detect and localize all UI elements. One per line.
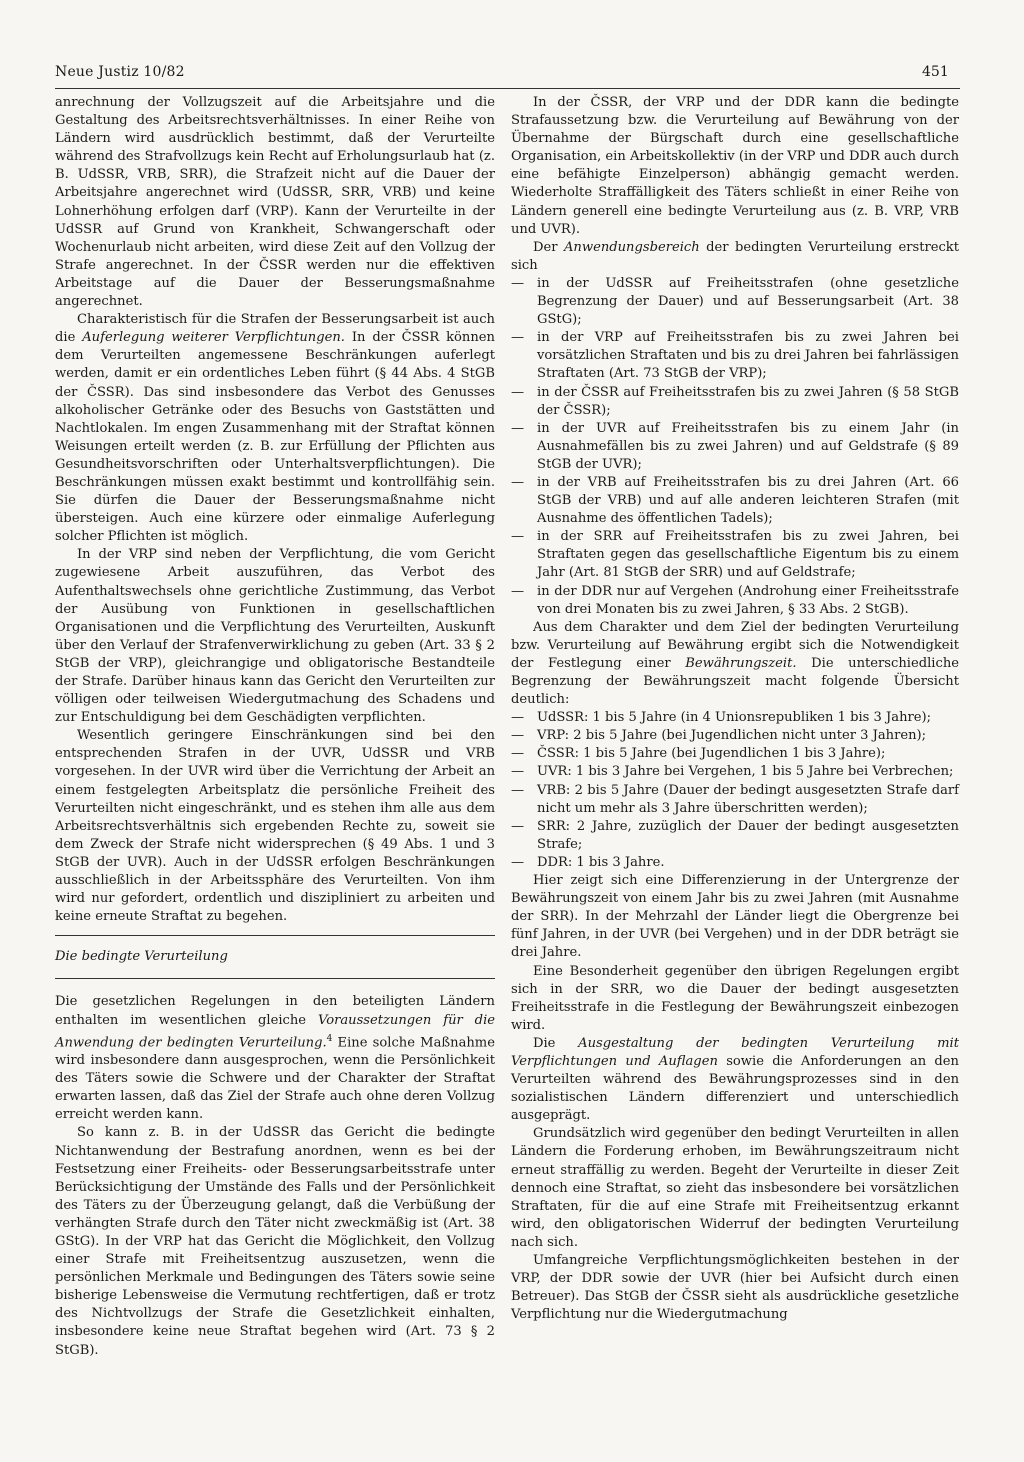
paragraph: In der VRP sind neben der Verpflichtung, die vom Gericht zugewiesene Arbeit auszuführen, das Verbot des Aufenthaltswechsels ohne gerichtliche Zustimmung, das Verbot der Ausübung von Funktionen in gesellschaftlichen Organisationen und die Verpflichtung des Verurteilten, Auskunft über den Verlauf der Strafenverwirklichung zu geben (Art. 33 § 2 StGB der VRP), gleichrangige und obligatorische Bestandteile der Strafe. Darüber hinaus kann das Gericht den Verurteilten zur völligen oder teilweisen Wiedergutmachung des Schadens und zur Entschuldigung bei dem Geschädigten verpflichten. [55, 547, 495, 726]
paragraph: Charakteristisch für die Strafen der Besserungsarbeit ist auch die Auferlegung weiterer Verpflichtungen. In der ČSSR können dem Verurteilten angemessene Beschränkungen auferlegt werden, damit er ein ordentliches Leben führt (§ 44 Abs. 4 StGB der ČSSR). Das sind insbesondere das Verbot des Genusses alkoholischer Getränke oder des Besuchs von Gaststätten und Nachtlokalen. Im engen Zusammenhang mit der Straftat können Weisungen erteilt werden (z. B. zur Erfüllung der Pflichten aus Gesundheitsvorschriften oder Unterhaltsverpflichtungen). Die Beschränkungen müssen exakt bestimmt und kontrollfähig sein. Sie dürfen die Dauer der Besserungsmaßnahme nicht übersteigen. Auch eine kürzere oder einmalige Auferlegung solcher Pflichten ist möglich. [55, 312, 495, 545]
scope-list [511, 275, 959, 619]
paragraph: Der Anwendungsbereich der bedingten Verurteilung erstreckt sich [511, 239, 959, 273]
paragraph: Wesentlich geringere Einschränkungen sind bei den entsprechenden Strafen in der UVR, UdSSR und VRB vorgesehen. In der UVR wird über die Verrichtung der Arbeit an einem festgelegten Arbeitsplatz die persönliche Freiheit des Verurteilten nicht eingeschränkt, und es stehen ihm alle aus dem Arbeitsrechtsverhältnis sich ergebenden Rechte zu, soweit sie dem Zweck der Strafe nicht widersprechen (§ 49 Abs. 1 und 3 StGB der UVR). Auch in der UdSSR erfolgen Beschränkungen ausschließlich in der Arbeitssphäre des Verurteilten. Von ihm wird nur gefordert, ordentlich und diszipliniert zu arbeiten und keine erneute Straftat zu begehen. [55, 728, 495, 925]
probation-list [511, 709, 959, 872]
paragraph: Die gesetzlichen Regelungen in den beteiligten Ländern enthalten im wesentlichen gleiche Voraussetzungen für die Anwendung der bedingten Verurteilung.$^4$ Eine solche Maßnahme wird insbesondere dann ausgesprochen, wenn die Persönlichkeit des Täters sowie die Schwere und der Charakter der Straftat erwarten lassen, daß das Ziel der Strafe auch ohne deren Vollzug erreicht werden kann. [55, 994, 496, 1123]
list-item: — in der UVR auf Freiheitsstrafen bis zu einem Jahr (in Ausnahmefällen bis zu zwei Jahren) und auf Geldstrafe (§ 89 StGB der UVR); [511, 420, 959, 472]
section-rule-bottom [55, 978, 495, 979]
emphasis: Bewährungszeit. [685, 655, 797, 671]
section-heading: Die bedingte Verurteilung [55, 949, 228, 965]
paragraph: Grundsätzlich wird gegenüber den bedingt Verurteilten in allen Ländern die Forderung erhoben, im Bewährungszeitraum nicht erneut straffällig zu werden. Begeht der Verurteilte in dieser Zeit dennoch eine Straftat, so zieht das insbesondere bei vorsätzlichen Straftaten, für die auf eine Strafe mit Freiheitsentzug erkannt wird, den obligatorischen Widerruf der bedingten Verurteilung nach sich. [511, 1126, 959, 1250]
paragraph: So kann z. B. in der UdSSR das Gericht die bedingte Nichtanwendung der Bestrafung anordnen, wenn es bei der Festsetzung einer Freiheits- oder Besserungsarbeitsstrafe unter Berücksichtigung der Umstände des Falls und der Persönlichkeit des Täters zu der Überzeugung gelangt, daß die Verbüßung der verhängten Strafe durch den Täter nicht zweckmäßig ist (Art. 38 GStG). In der VRP hat das Gericht die Möglichkeit, den Vollzug einer Strafe mit Freiheitsentzug auszusetzen, wenn die persönlichen Merkmale und Bedingungen des Täters sowie seine bisherige Lebensweise die Vermutung rechtfertigen, daß er trotz des Nichtvollzugs der Strafe die Gesetzlichkeit einhalten, insbesondere keine neue Straftat begehen wird (Art. 73 § 2 StGB). [55, 1125, 495, 1358]
paragraph: In der ČSSR, der VRP und der DDR kann die bedingte Strafaussetzung bzw. die Verurteilung auf Bewährung von der Übernahme der Bürgschaft durch eine gesellschaftliche Organisation, ein Arbeitskollektiv (in der VRP und DDR auch durch eine befähigte Einzelperson) abhängig gemacht werden. Wiederholte Straffälligkeit des Täters schließt in einer Reihe von Ländern generell eine bedingte Verurteilung aus (z. B. VRP, VRB und UVR). [511, 95, 960, 237]
section-rule-top [55, 935, 495, 936]
footnote-ref: 4 [326, 1033, 333, 1044]
list-item: — VRP: 2 bis 5 Jahre (bei Jugendlichen nicht unter 3 Jahren); [511, 728, 927, 744]
paragraph: Aus dem Charakter und dem Ziel der bedingten Verurteilung bzw. Verurteilung auf Bewährung ergibt sich die Notwendigkeit der Festlegung einer Bewährungszeit. Die unterschiedliche Begrenzung der Bewährungszeit macht folgende Übersicht deutlich: [511, 619, 960, 708]
list-item: — ČSSR: 1 bis 5 Jahre (bei Jugendlichen 1 bis 3 Jahre); [511, 746, 886, 762]
paragraph: Hier zeigt sich eine Differenzierung in der Untergrenze der Bewährungszeit von einem Jahr bis zu zwei Jahren (mit Ausnahme der SRR). In der Mehrzahl der Länder liegt die Obergrenze bei fünf Jahren, in der UVR (bei Vergehen) und in der DDR beträgt sie drei Jahre. [511, 873, 959, 961]
list-item: — SRR: 2 Jahre, zuzüglich der Dauer der bedingt ausgesetzten Strafe; [511, 818, 959, 852]
list-item: — in der DDR nur auf Vergehen (Androhung einer Freiheitsstrafe von drei Monaten bis zu zwei Jahren, § 33 Abs. 2 StGB). [511, 583, 959, 617]
left-column [55, 94, 495, 1360]
paragraph: Eine Besonderheit gegenüber den übrigen Regelungen ergibt sich in der SRR, wo die Dauer der bedingt ausgesetzten Freiheitsstrafe in die Festlegung der Bewährungszeit einbezogen wird. [511, 963, 959, 1033]
list-item: — UVR: 1 bis 3 Jahre bei Vergehen, 1 bis 5 Jahre bei Verbrechen; [511, 764, 954, 780]
list-item: — in der ČSSR auf Freiheitsstrafen bis zu zwei Jahren (§ 58 StGB der ČSSR); [511, 384, 959, 418]
list-item: — UdSSR: 1 bis 5 Jahre (in 4 Unionsrepubliken 1 bis 3 Jahre); [511, 710, 932, 726]
list-item: — in der SRR auf Freiheitsstrafen bis zu zwei Jahren, bei Straftaten gegen das gesellschaftliche Eigentum bis zu einem Jahr (Art. 81 StGB der SRR) und auf Geldstrafe; [511, 529, 959, 581]
emphasis: Auferlegung weiterer Verpflichtungen. [82, 330, 345, 346]
list-item: — in der VRP auf Freiheitsstrafen bis zu zwei Jahren bei vorsätzlichen Straftaten und bis zu drei Jahren bei fahrlässigen Straftaten (Art. 73 StGB der VRP); [511, 330, 959, 382]
emphasis: Voraussetzungen für die Anwendung der bedingten Verurteilung. [55, 1012, 496, 1050]
page-number: 451 [922, 64, 949, 80]
paragraph: Umfangreiche Verpflichtungsmöglichkeiten bestehen in der VRP, der DDR sowie der UVR (hier bei Aufsicht durch einen Betreuer). Das StGB der ČSSR sieht als ausdrückliche gesetzliche Verpflichtung nur die Wiedergutmachung [511, 1253, 959, 1323]
list-item: — VRB: 2 bis 5 Jahre (Dauer der bedingt ausgesetzten Strafe darf nicht um mehr als 3 Jahre überschritten werden); [511, 782, 959, 816]
emphasis: Anwendungsbereich [563, 239, 700, 255]
right-column [511, 94, 959, 1324]
list-item: — DDR: 1 bis 3 Jahre. [511, 854, 665, 870]
list-item: — in der VRB auf Freiheitsstrafen bis zu drei Jahren (Art. 66 StGB der VRB) und auf alle anderen leichteren Strafen (mit Ausnahme des öffentlichen Tadels); [511, 474, 959, 527]
list-item: — in der UdSSR auf Freiheitsstrafen (ohne gesetzliche Begrenzung der Dauer) und auf Besserungsarbeit (Art. 38 GStG); [511, 275, 959, 328]
header-rule [55, 88, 960, 89]
journal-header: Neue Justiz 10/82 [55, 64, 185, 80]
paragraph: Die Ausgestaltung der bedingten Verurteilung mit Verpflichtungen und Auflagen sowie die Anforderungen an den Verurteilten während des Bewährungsprozesses sind in den sozialistischen Ländern differenziert und unterschiedlich ausgeprägt. [511, 1035, 959, 1124]
paragraph: anrechnung der Vollzugszeit auf die Arbeitsjahre und die Gestaltung des Arbeitsrechtsverhältnisses. In einer Reihe von Ländern wird ausdrücklich bestimmt, daß der Verurteilte während des Strafvollzugs kein Recht auf Erholungsurlaub hat (z. B. UdSSR, VRB, SRR), die Strafzeit nicht auf die Dauer der Arbeitsjahre angerechnet wird (UdSSR, SRR, VRB) und keine Lohnerhöhung erfolgen darf (VRP). Kann der Verurteilte in der UdSSR auf Grund von Krankheit, Schwangerschaft oder Wochenurlaub nicht arbeiten, wird diese Zeit auf den Vollzug der Strafe angerechnet. In der ČSSR werden nur die effektiven Arbeitstage auf die Dauer der Besserungsmaßnahme angerechnet. [55, 95, 495, 310]
emphasis: Ausgestaltung der bedingten Verurteilung mit Verpflichtungen und Auflagen [511, 1035, 959, 1069]
